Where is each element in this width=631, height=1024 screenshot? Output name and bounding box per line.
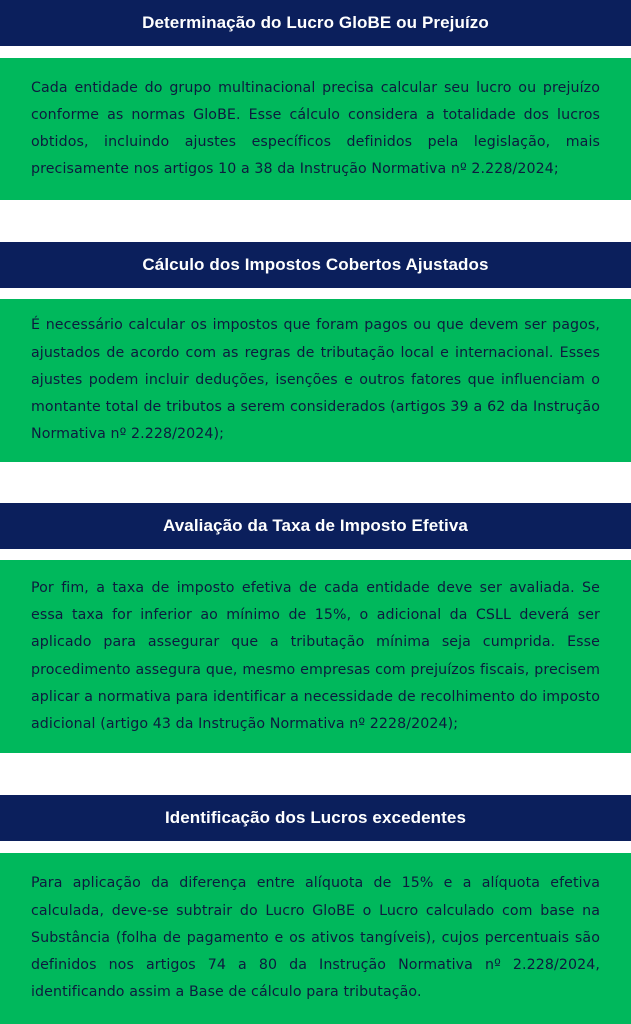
section-heading-taxa-efetiva	[0, 503, 631, 549]
section-title: Avaliação da Taxa de Imposto Efetiva	[163, 516, 468, 535]
section-text: Cada entidade do grupo multinacional precisa calcular seu lucro ou prejuízo conforme as normas GloBE. Esse cálculo considera a totalidade dos lucros obtidos, incluindo ajustes específicos definidos pela legislação, mais precisamente nos artigos 10 a 38 da Instrução Normativa nº 2.228/2024;	[31, 79, 600, 178]
section-body-taxa-efetiva	[0, 560, 631, 753]
section-heading-lucros-excedentes	[0, 795, 631, 841]
section-body-lucros-excedentes	[0, 853, 631, 1024]
section-heading-lucro-globe	[0, 0, 631, 46]
section-text: Por fim, a taxa de imposto efetiva de cada entidade deve ser avaliada. Se essa taxa for inferior ao mínimo de 15%, o adicional da CSLL deverá ser aplicado para assegurar que a tributação mínima seja cumprida. Esse procedimento assegura que, mesmo empresas com prejuízos fiscais, precisem aplicar a normativa para identificar a necessidade de recolhimento do imposto adicional (artigo 43 da Instrução Normativa nº 2228/2024);	[31, 579, 600, 732]
section-body-lucro-globe	[0, 58, 631, 200]
section-title: Identificação dos Lucros excedentes	[164, 808, 467, 827]
section-body-impostos-cobertos	[0, 299, 631, 462]
section-title: Determinação do Lucro GloBE ou Prejuízo	[142, 13, 489, 32]
section-text: Para aplicação da diferença entre alíquota de 15% e a alíquota efetiva calculada, deve-se subtrair do Lucro GloBE o Lucro calculado com base na Substância (folha de pagamento e os ativos tangíveis), cujos percentuais são definidos nos artigos 74 a 80 da Instrução Normativa nº 2.228/2024, identificando assim a Base de cálculo para tributação.	[31, 875, 600, 1001]
section-title: Cálculo dos Impostos Cobertos Ajustados	[142, 255, 489, 274]
section-text: É necessário calcular os impostos que foram pagos ou que devem ser pagos, ajustados de acordo com as regras de tributação local e internacional. Esses ajustes podem incluir deduções, isenções e outros fatores que influenciam o montante total de tributos a serem considerados (artigos 39 a 62 da Instrução Normativa nº 2.228/2024);	[31, 317, 600, 443]
section-heading-impostos-cobertos	[0, 242, 631, 288]
